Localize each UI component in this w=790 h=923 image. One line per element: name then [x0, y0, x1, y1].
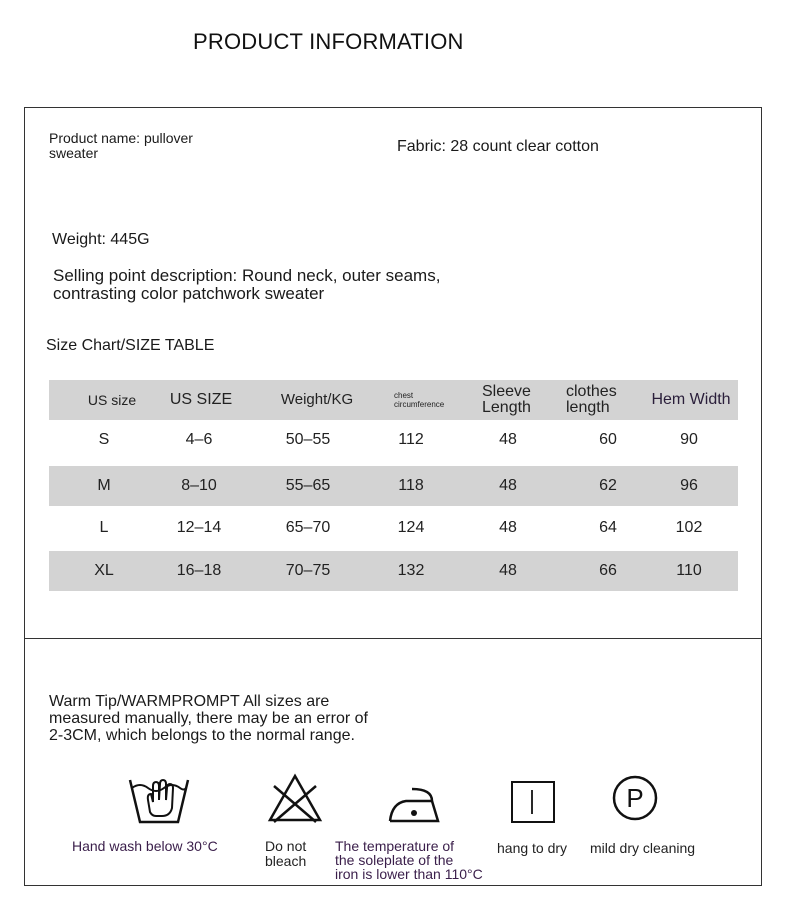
table-row: [49, 466, 738, 506]
hand-wash-icon: [126, 772, 192, 826]
fabric-text: Fabric: 28 count clear cotton: [397, 138, 599, 155]
header-hem-width: Hem Width: [651, 391, 731, 408]
header-chest: [394, 380, 464, 420]
iron-line1: The temperature of: [335, 838, 455, 854]
cell-us: 16–18: [176, 562, 222, 579]
cell-us: 12–14: [176, 519, 222, 536]
dry-clean-symbol: P: [626, 783, 644, 813]
cell-weight: 65–70: [285, 519, 331, 536]
cell-hem: 102: [675, 519, 703, 536]
iron-label: [335, 839, 483, 881]
selling-point-line2: contrasting color patchwork sweater: [53, 284, 325, 303]
selling-point: [53, 267, 440, 303]
cell-chest: 132: [397, 562, 425, 579]
header-clothes-length: [566, 380, 636, 420]
cell-us: 4–6: [185, 431, 213, 448]
header-chest-line2: circumference: [394, 400, 445, 409]
warm-tip-line2: measured manually, there may be an error of: [49, 710, 368, 727]
header-chest-line1: chest: [394, 391, 414, 400]
cell-weight: 50–55: [285, 431, 331, 448]
dry-clean-icon: [611, 774, 659, 822]
no-bleach-label: [265, 839, 306, 869]
cell-weight: 55–65: [285, 477, 331, 494]
table-row: [49, 508, 738, 548]
cell-length: 66: [599, 562, 617, 579]
header-sleeve: [482, 380, 552, 420]
cell-hem: 110: [676, 562, 702, 579]
cell-sleeve: 48: [499, 477, 517, 494]
size-chart-label: Size Chart/SIZE TABLE: [46, 337, 215, 354]
header-sleeve-line1: Sleeve: [482, 383, 531, 400]
cell-chest: 118: [398, 477, 424, 494]
cell-sleeve: 48: [499, 562, 517, 579]
product-name-line2: sweater: [49, 145, 99, 161]
weight-text: Weight: 445G: [52, 231, 150, 248]
do-not-bleach-icon: [266, 772, 324, 824]
cell-us: 8–10: [181, 477, 217, 494]
cell-sleeve: 48: [499, 519, 517, 536]
iron-line2: the soleplate of the: [335, 852, 454, 868]
header-sleeve-line2: Length: [482, 399, 531, 416]
warm-tip-line3: 2-3CM, which belongs to the normal range.: [49, 727, 355, 744]
no-bleach-line1: Do not: [265, 838, 307, 854]
table-header-row: [49, 380, 738, 420]
cell-size: L: [99, 519, 109, 536]
table-row: [49, 551, 738, 591]
hang-to-dry-icon: [510, 780, 556, 824]
selling-point-line1: Selling point description: Round neck, outer seams,: [53, 266, 441, 285]
dry-clean-label: mild dry cleaning: [590, 840, 696, 856]
section-divider: [24, 638, 762, 639]
cell-weight: 70–75: [285, 562, 331, 579]
page-title: PRODUCT INFORMATION: [193, 29, 464, 54]
hang-dry-label: hang to dry: [497, 840, 568, 856]
cell-size: M: [97, 477, 111, 494]
cell-chest: 124: [397, 519, 425, 536]
warm-tip: [49, 693, 368, 744]
header-weight: Weight/KG: [280, 391, 354, 408]
cell-length: 60: [599, 431, 617, 448]
cell-length: 62: [599, 477, 617, 494]
header-us-size: US size: [87, 392, 137, 408]
header-us-size-caps: US SIZE: [169, 391, 233, 408]
warm-tip-line1: Warm Tip/WARMPROMPT All sizes are: [49, 693, 330, 710]
cell-hem: 96: [680, 477, 698, 494]
cell-length: 64: [599, 519, 617, 536]
cell-size: S: [98, 431, 110, 448]
table-row: [49, 420, 738, 460]
header-clothes-line2: length: [566, 399, 610, 416]
cell-size: XL: [94, 562, 114, 579]
product-name: [49, 131, 193, 161]
iron-line3: iron is lower than 110°C: [335, 866, 483, 882]
header-clothes-line1: clothes: [566, 383, 617, 400]
cell-sleeve: 48: [499, 431, 517, 448]
cell-chest: 112: [398, 431, 424, 448]
no-bleach-line2: bleach: [265, 853, 307, 869]
product-name-line1: Product name: pullover: [49, 130, 193, 146]
hand-wash-label: Hand wash below 30°C: [72, 838, 218, 854]
iron-low-heat-icon: [386, 783, 442, 825]
cell-hem: 90: [680, 431, 698, 448]
